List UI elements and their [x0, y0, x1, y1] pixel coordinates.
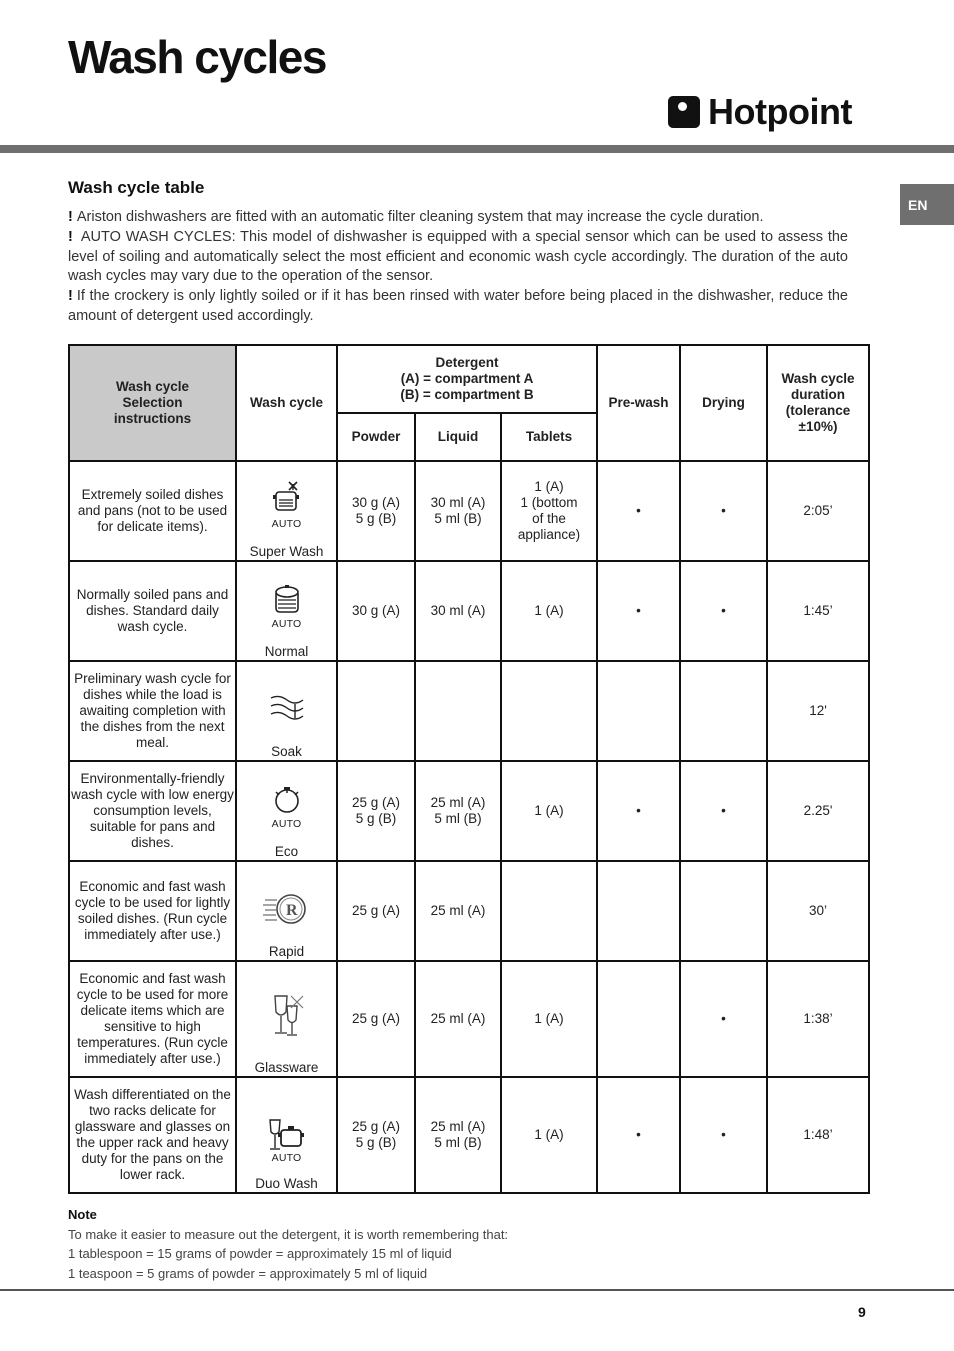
powder-value: 30 g (A) 5 g (B) [337, 461, 415, 561]
wash-cycle-table [68, 344, 870, 1194]
page-number: 9 [858, 1304, 866, 1320]
note-heading: Note [68, 1207, 97, 1222]
duration-value: 1:48’ [767, 1077, 869, 1193]
cycle-cell [236, 1077, 337, 1193]
prewash-value [597, 661, 680, 761]
header-drying: Drying [680, 345, 767, 461]
header-powder: Powder [337, 413, 415, 461]
duration-value: 12' [767, 661, 869, 761]
note-detergent [68, 287, 848, 326]
page-title: Wash cycles [68, 31, 326, 83]
drying-value: • [680, 761, 767, 861]
row-description: Wash differentiated on the two racks delicate for glassware and glasses on the upper rack and heavy duty for the pans on the lower rack. [69, 1077, 236, 1193]
prewash-value: • [597, 461, 680, 561]
rapid-icon [263, 888, 311, 930]
header-selection: Wash cycle Selection instructions [69, 345, 236, 461]
section-title: Wash cycle table [68, 178, 205, 197]
duration-value: 30’ [767, 861, 869, 961]
cycle-name: Soak [271, 744, 302, 759]
glassware-icon [267, 992, 307, 1042]
drying-value [680, 661, 767, 761]
eco-icon [267, 780, 307, 820]
brand-logo [668, 92, 852, 132]
note-auto [68, 228, 848, 287]
drying-value [680, 861, 767, 961]
duo-wash-icon [266, 1116, 308, 1154]
note-filter [68, 208, 848, 228]
header-duration: Wash cycle duration (tolerance ±10%) [767, 345, 869, 461]
tablets-value [501, 861, 597, 961]
powder-value: 30 g (A) [337, 561, 415, 661]
liquid-value [415, 661, 501, 761]
duration-value: 1:45’ [767, 561, 869, 661]
cycle-name: Glassware [254, 1060, 319, 1075]
header-tablets: Tablets [501, 413, 597, 461]
prewash-value [597, 961, 680, 1077]
note-line: 1 teaspoon = 5 grams of powder = approximately 5 ml of liquid [68, 1265, 428, 1281]
auto-label: AUTO [271, 818, 302, 830]
header-prewash: Pre-wash [597, 345, 680, 461]
cycle-name: Rapid [268, 944, 305, 959]
tablets-value: 1 (A) [501, 561, 597, 661]
liquid-value: 25 ml (A) 5 ml (B) [415, 1077, 501, 1193]
note-text: If the crockery is only lightly soiled or if it has been rinsed with water before being placed in the dishwasher, reduce the amount of detergent used accordingly. [68, 288, 848, 324]
note-line: To make it easier to measure out the detergent, it is worth remembering that: [68, 1226, 509, 1242]
normal-icon [267, 580, 307, 620]
liquid-value: 30 ml (A) [415, 561, 501, 661]
note-line: 1 tablespoon = 15 grams of powder = approximately 15 ml of liquid [68, 1246, 452, 1261]
hotpoint-logo-icon [668, 96, 700, 128]
prewash-value [597, 861, 680, 961]
header-divider [0, 145, 954, 153]
prewash-value: • [597, 1077, 680, 1193]
table-row [69, 661, 869, 761]
exclamation-icon: ! [68, 229, 73, 245]
liquid-value: 30 ml (A) 5 ml (B) [415, 461, 501, 561]
row-description: Extremely soiled dishes and pans (not to be used for delicate items). [69, 461, 236, 561]
header-wash-cycle: Wash cycle [236, 345, 337, 461]
duration-value: 2.25' [767, 761, 869, 861]
exclamation-icon: ! [68, 209, 73, 225]
brand-name: Hotpoint [708, 91, 852, 132]
auto-label: AUTO [271, 1152, 302, 1164]
footer-divider [0, 1289, 954, 1291]
row-description: Environmentally-friendly wash cycle with low energy consumption levels, suitable for pans and dishes. [69, 761, 236, 861]
super-wash-icon [267, 480, 307, 520]
cycle-name: Normal [264, 644, 309, 659]
drying-value: • [680, 961, 767, 1077]
liquid-value: 25 ml (A) [415, 961, 501, 1077]
note-text: AUTO WASH CYCLES: This model of dishwasher is equipped with a special sensor which can be used to assess the level of soiling and automatically select the most efficient and economic wash cycle accordingly. The duration of the auto wash cycles may vary due to the operation of the sensor. [68, 229, 848, 284]
drying-value: • [680, 461, 767, 561]
auto-label: AUTO [271, 518, 302, 530]
language-tab[interactable]: EN [900, 184, 954, 225]
auto-label: AUTO [271, 618, 302, 630]
tablets-value: 1 (A) [501, 761, 597, 861]
duration-value: 2:05’ [767, 461, 869, 561]
row-description: Economic and fast wash cycle to be used for lightly soiled dishes. (Run cycle immediately after use.) [69, 861, 236, 961]
tablets-value [501, 661, 597, 761]
cycle-cell [236, 661, 337, 761]
powder-value: 25 g (A) [337, 961, 415, 1077]
cycle-name: Duo Wash [255, 1176, 318, 1191]
tablets-value: 1 (A) 1 (bottom of the appliance) [501, 461, 597, 561]
tablets-value: 1 (A) [501, 1077, 597, 1193]
soak-icon [267, 692, 307, 726]
cycle-cell [236, 561, 337, 661]
cycle-cell [236, 461, 337, 561]
powder-value: 25 g (A) [337, 861, 415, 961]
powder-value [337, 661, 415, 761]
duration-value: 1:38’ [767, 961, 869, 1077]
table-row [69, 561, 869, 661]
table-row [69, 961, 869, 1077]
prewash-value: • [597, 561, 680, 661]
footer-note [68, 1205, 508, 1283]
table-row [69, 461, 869, 561]
row-description: Preliminary wash cycle for dishes while the load is awaiting completion with the dishes from the next meal. [69, 661, 236, 761]
row-description: Economic and fast wash cycle to be used for more delicate items which are sensitive to high temperatures. (Run cycle immediately after use.) [69, 961, 236, 1077]
table-row [69, 1077, 869, 1193]
row-description: Normally soiled pans and dishes. Standard daily wash cycle. [69, 561, 236, 661]
cycle-cell [236, 861, 337, 961]
svg-text:R: R [285, 902, 298, 919]
powder-value: 25 g (A) 5 g (B) [337, 1077, 415, 1193]
header-detergent: Detergent (A) = compartment A (B) = compartment B [337, 345, 597, 413]
liquid-value: 25 ml (A) [415, 861, 501, 961]
drying-value: • [680, 1077, 767, 1193]
cycle-cell [236, 761, 337, 861]
cycle-cell [236, 961, 337, 1077]
liquid-value: 25 ml (A) 5 ml (B) [415, 761, 501, 861]
table-row [69, 861, 869, 961]
prewash-value: • [597, 761, 680, 861]
powder-value: 25 g (A) 5 g (B) [337, 761, 415, 861]
header-liquid: Liquid [415, 413, 501, 461]
cycle-name: Eco [274, 844, 299, 859]
table-row [69, 761, 869, 861]
note-text: Ariston dishwashers are fitted with an automatic filter cleaning system that may increase the cycle duration. [76, 209, 764, 225]
tablets-value: 1 (A) [501, 961, 597, 1077]
drying-value: • [680, 561, 767, 661]
notes-block [68, 208, 848, 327]
cycle-name: Super Wash [249, 544, 324, 559]
exclamation-icon: ! [68, 288, 73, 304]
